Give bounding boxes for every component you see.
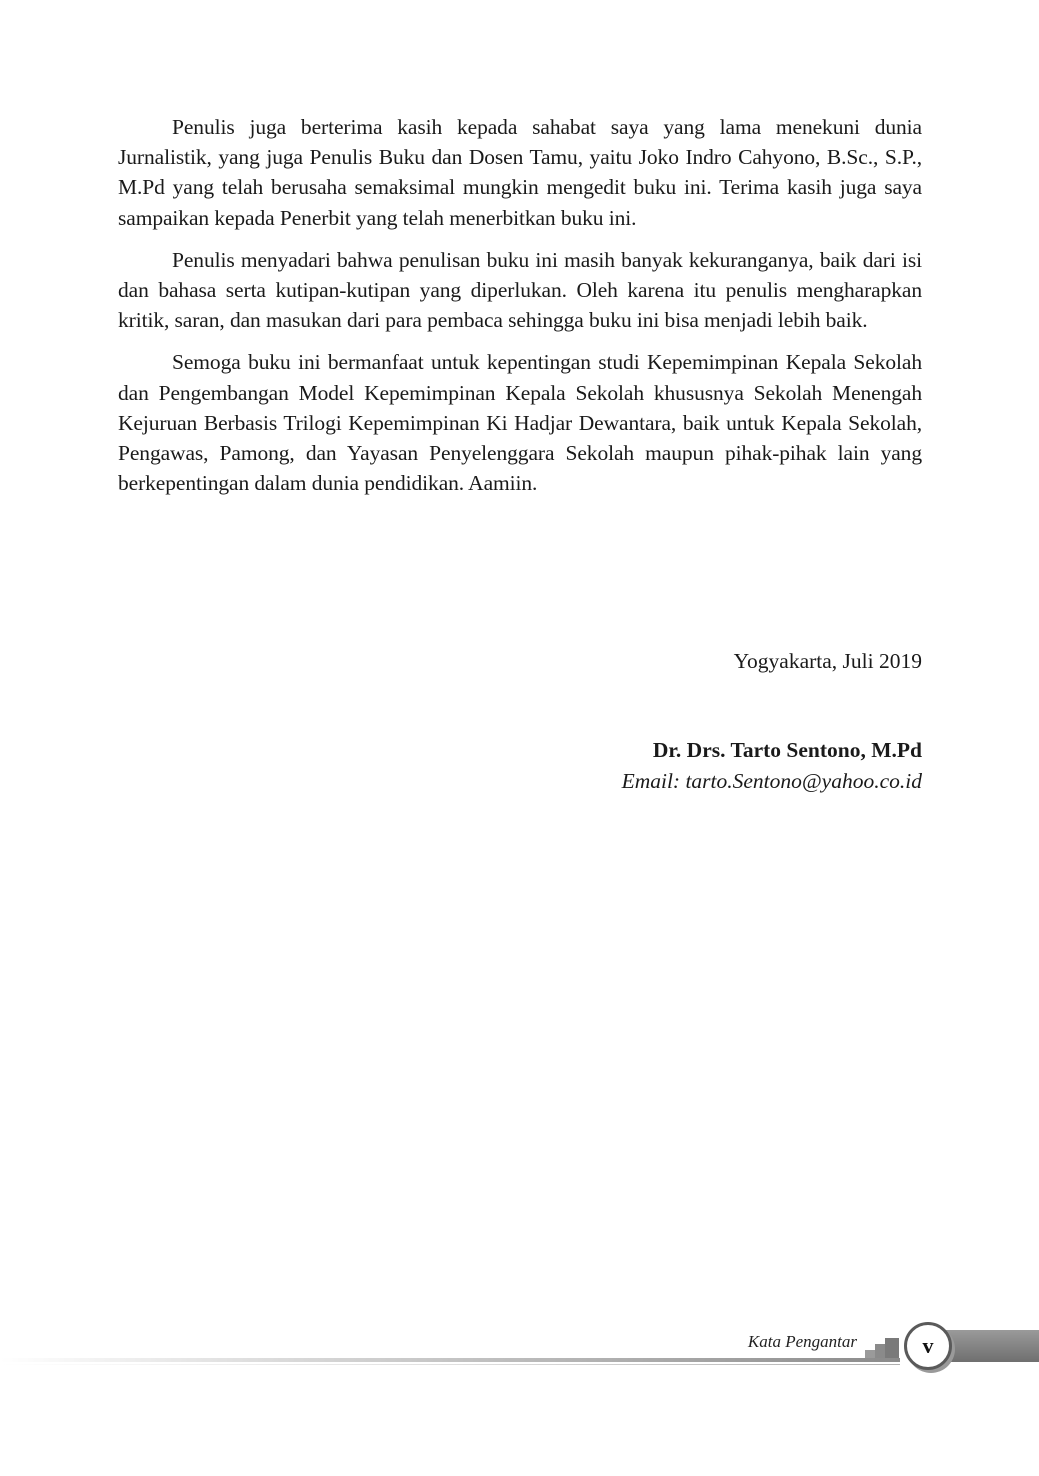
- footer-steps-decoration: [865, 1336, 905, 1358]
- footer-bar: [940, 1330, 1039, 1362]
- page-footer: [0, 1318, 1039, 1378]
- author-email: Email: tarto.Sentono@yahoo.co.id: [621, 769, 922, 793]
- signature-block: [622, 734, 922, 796]
- footer-rule-thin: [0, 1364, 900, 1365]
- paragraph-shortcomings: Penulis menyadari bahwa penulisan buku ini masih banyak kekuranganya, baik dari isi dan bahasa serta kutipan-kutipan yang diperlukan. Oleh karena itu penulis mengharapkan kritik, saran, dan masukan dari para pembaca sehingga buku ini bisa menjadi lebih baik.: [118, 247, 922, 333]
- footer-section-label: Kata Pengantar: [747, 1332, 857, 1351]
- footer-step-3: [885, 1338, 899, 1358]
- page-number-badge: v: [904, 1322, 952, 1370]
- place-date: Yogyakarta, Juli 2019: [733, 649, 922, 673]
- paragraph-acknowledgement: Penulis juga berterima kasih kepada sahabat saya yang lama menekuni dunia Jurnalistik, yang juga Penulis Buku dan Dosen Tamu, yaitu Joko Indro Cahyono, B.Sc., S.P., M.Pd yang telah berusaha semaksimal mungkin mengedit buku ini. Terima kasih juga saya sampaikan kepada Penerbit yang telah menerbitkan buku ini.: [118, 115, 922, 230]
- author-name: Dr. Drs. Tarto Sentono, M.Pd: [652, 738, 922, 762]
- paragraph-closing-wish: Semoga buku ini bermanfaat untuk kepentingan studi Kepemimpinan Kepala Sekolah dan Pengembangan Model Kepemimpinan Kepala Sekolah khususnya Sekolah Menengah Kejuruan Berbasis Trilogi Kepemimpinan Ki Hadjar Dewantara, baik untuk Kepala Sekolah, Pengawas, Pamong, dan Yayasan Penyelenggara Sekolah maupun pihak-pihak lain yang berkepentingan dalam dunia pendidikan. Aamiin.: [118, 350, 922, 496]
- document-body: [118, 112, 922, 510]
- footer-rule: [0, 1358, 900, 1362]
